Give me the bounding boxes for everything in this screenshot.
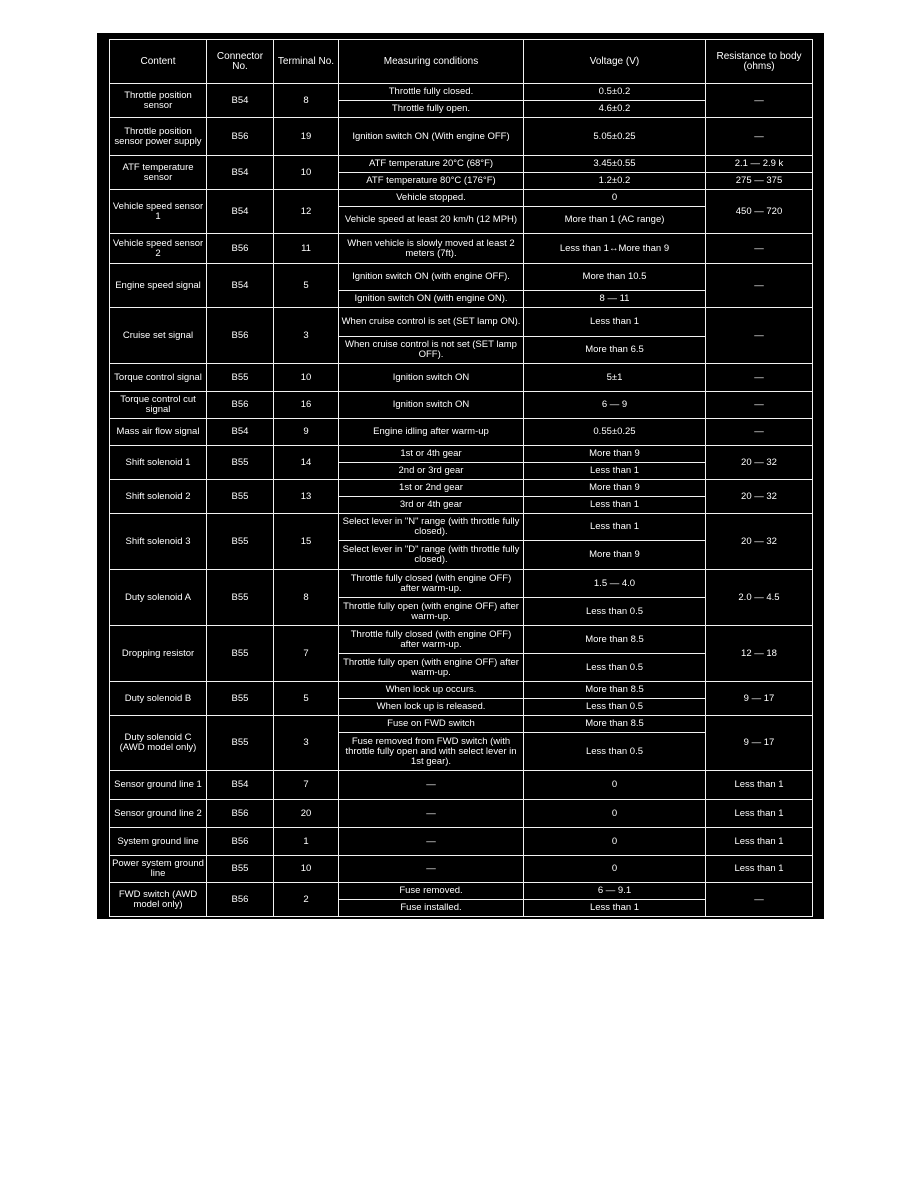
terminal-cell: 8 xyxy=(274,84,339,118)
voltage-cell: More than 9 xyxy=(524,446,706,463)
condition-cell: Fuse removed. xyxy=(339,883,524,900)
table-row xyxy=(110,156,813,173)
condition-cell: Select lever in "D" range (with throttle fully closed). xyxy=(339,541,524,570)
connector-cell: B56 xyxy=(207,118,274,156)
condition-cell: When cruise control is not set (SET lamp OFF). xyxy=(339,337,524,364)
header-voltage: Voltage (V) xyxy=(524,40,706,84)
content-cell: System ground line xyxy=(110,828,207,856)
terminal-cell: 20 xyxy=(274,800,339,828)
resistance-cell: Less than 1 xyxy=(706,771,813,800)
table-row xyxy=(110,856,813,883)
content-cell: Duty solenoid B xyxy=(110,682,207,716)
content-cell: Mass air flow signal xyxy=(110,419,207,446)
table-row xyxy=(110,716,813,733)
voltage-cell: 0 xyxy=(524,856,706,883)
resistance-cell: — xyxy=(706,364,813,392)
terminal-cell: 3 xyxy=(274,716,339,771)
condition-cell: When cruise control is set (SET lamp ON). xyxy=(339,308,524,337)
voltage-cell: Less than 1 xyxy=(524,463,706,480)
table-row xyxy=(110,771,813,800)
content-cell: Throttle position sensor xyxy=(110,84,207,118)
resistance-cell: — xyxy=(706,419,813,446)
inspection-table xyxy=(109,39,813,917)
resistance-cell: 450 — 720 xyxy=(706,190,813,234)
header-row xyxy=(110,40,813,84)
condition-cell: Vehicle speed at least 20 km/h (12 MPH) xyxy=(339,207,524,234)
resistance-cell: 20 — 32 xyxy=(706,446,813,480)
condition-cell: 2nd or 3rd gear xyxy=(339,463,524,480)
connector-cell: B54 xyxy=(207,771,274,800)
resistance-cell: 20 — 32 xyxy=(706,514,813,570)
content-cell: Cruise set signal xyxy=(110,308,207,364)
condition-cell: When lock up occurs. xyxy=(339,682,524,699)
connector-cell: B54 xyxy=(207,156,274,190)
condition-cell: 3rd or 4th gear xyxy=(339,497,524,514)
condition-cell: Ignition switch ON (with engine OFF). xyxy=(339,264,524,291)
condition-cell: — xyxy=(339,771,524,800)
resistance-cell: — xyxy=(706,883,813,917)
condition-cell: Ignition switch ON (With engine OFF) xyxy=(339,118,524,156)
voltage-cell: 6 — 9 xyxy=(524,392,706,419)
resistance-cell: Less than 1 xyxy=(706,856,813,883)
table-row xyxy=(110,480,813,497)
resistance-cell: Less than 1 xyxy=(706,828,813,856)
condition-cell: — xyxy=(339,828,524,856)
voltage-cell: 1.2±0.2 xyxy=(524,173,706,190)
voltage-cell: Less than 1↔More than 9 xyxy=(524,234,706,264)
voltage-cell: More than 8.5 xyxy=(524,626,706,654)
condition-cell: Throttle fully closed (with engine OFF) after warm-up. xyxy=(339,570,524,598)
content-cell: Vehicle speed sensor 2 xyxy=(110,234,207,264)
header-conditions: Measuring conditions xyxy=(339,40,524,84)
connector-cell: B54 xyxy=(207,264,274,308)
terminal-cell: 10 xyxy=(274,364,339,392)
voltage-cell: Less than 0.5 xyxy=(524,654,706,682)
voltage-cell: More than 8.5 xyxy=(524,682,706,699)
voltage-cell: More than 6.5 xyxy=(524,337,706,364)
content-cell: Torque control signal xyxy=(110,364,207,392)
resistance-cell: — xyxy=(706,264,813,308)
voltage-cell: 0.55±0.25 xyxy=(524,419,706,446)
condition-cell: When lock up is released. xyxy=(339,699,524,716)
content-cell: ATF temperature sensor xyxy=(110,156,207,190)
voltage-cell: 5.05±0.25 xyxy=(524,118,706,156)
condition-cell: — xyxy=(339,856,524,883)
terminal-cell: 12 xyxy=(274,190,339,234)
voltage-cell: 3.45±0.55 xyxy=(524,156,706,173)
condition-cell: Fuse removed from FWD switch (with throttle fully open and with select lever in 1st gear). xyxy=(339,733,524,771)
table-row xyxy=(110,446,813,463)
table-row xyxy=(110,626,813,654)
condition-cell: When vehicle is slowly moved at least 2 meters (7ft). xyxy=(339,234,524,264)
content-cell: Vehicle speed sensor 1 xyxy=(110,190,207,234)
condition-cell: Throttle fully closed. xyxy=(339,84,524,101)
resistance-cell: 12 — 18 xyxy=(706,626,813,682)
resistance-cell: 2.0 — 4.5 xyxy=(706,570,813,626)
table-row xyxy=(110,84,813,101)
terminal-cell: 11 xyxy=(274,234,339,264)
condition-cell: Throttle fully open. xyxy=(339,101,524,118)
condition-cell: Ignition switch ON xyxy=(339,364,524,392)
connector-cell: B55 xyxy=(207,570,274,626)
voltage-cell: Less than 1 xyxy=(524,514,706,541)
voltage-cell: Less than 0.5 xyxy=(524,733,706,771)
voltage-cell: More than 9 xyxy=(524,541,706,570)
connector-cell: B56 xyxy=(207,828,274,856)
voltage-cell: More than 8.5 xyxy=(524,716,706,733)
condition-cell: Vehicle stopped. xyxy=(339,190,524,207)
connector-cell: B56 xyxy=(207,392,274,419)
content-cell: FWD switch (AWD model only) xyxy=(110,883,207,917)
spec-sheet xyxy=(97,33,824,919)
table-row xyxy=(110,308,813,337)
condition-cell: Select lever in "N" range (with throttle fully closed). xyxy=(339,514,524,541)
voltage-cell: Less than 1 xyxy=(524,308,706,337)
terminal-cell: 15 xyxy=(274,514,339,570)
terminal-cell: 7 xyxy=(274,626,339,682)
connector-cell: B55 xyxy=(207,626,274,682)
resistance-cell: — xyxy=(706,234,813,264)
table-row xyxy=(110,800,813,828)
terminal-cell: 13 xyxy=(274,480,339,514)
table-row xyxy=(110,190,813,207)
voltage-cell: 6 — 9.1 xyxy=(524,883,706,900)
terminal-cell: 9 xyxy=(274,419,339,446)
connector-cell: B55 xyxy=(207,514,274,570)
table-row xyxy=(110,392,813,419)
connector-cell: B56 xyxy=(207,800,274,828)
terminal-cell: 8 xyxy=(274,570,339,626)
connector-cell: B55 xyxy=(207,716,274,771)
terminal-cell: 5 xyxy=(274,682,339,716)
content-cell: Engine speed signal xyxy=(110,264,207,308)
voltage-cell: Less than 0.5 xyxy=(524,699,706,716)
resistance-cell: 2.1 — 2.9 k xyxy=(706,156,813,173)
terminal-cell: 14 xyxy=(274,446,339,480)
condition-cell: Throttle fully open (with engine OFF) after warm-up. xyxy=(339,654,524,682)
resistance-cell: — xyxy=(706,392,813,419)
resistance-cell: 9 — 17 xyxy=(706,716,813,771)
condition-cell: Fuse installed. xyxy=(339,900,524,917)
connector-cell: B56 xyxy=(207,234,274,264)
connector-cell: B54 xyxy=(207,84,274,118)
terminal-cell: 3 xyxy=(274,308,339,364)
voltage-cell: Less than 1 xyxy=(524,900,706,917)
resistance-cell: 275 — 375 xyxy=(706,173,813,190)
table-row xyxy=(110,883,813,900)
header-resistance: Resistance to body (ohms) xyxy=(706,40,813,84)
voltage-cell: 0 xyxy=(524,828,706,856)
terminal-cell: 16 xyxy=(274,392,339,419)
voltage-cell: 0 xyxy=(524,771,706,800)
content-cell: Sensor ground line 2 xyxy=(110,800,207,828)
connector-cell: B54 xyxy=(207,190,274,234)
condition-cell: Throttle fully open (with engine OFF) after warm-up. xyxy=(339,598,524,626)
voltage-cell: 5±1 xyxy=(524,364,706,392)
condition-cell: Fuse on FWD switch xyxy=(339,716,524,733)
voltage-cell: Less than 1 xyxy=(524,497,706,514)
table-row xyxy=(110,828,813,856)
resistance-cell: — xyxy=(706,118,813,156)
connector-cell: B55 xyxy=(207,856,274,883)
terminal-cell: 1 xyxy=(274,828,339,856)
voltage-cell: 4.6±0.2 xyxy=(524,101,706,118)
resistance-cell: — xyxy=(706,84,813,118)
resistance-cell: Less than 1 xyxy=(706,800,813,828)
condition-cell: Engine idling after warm-up xyxy=(339,419,524,446)
voltage-cell: Less than 0.5 xyxy=(524,598,706,626)
condition-cell: Ignition switch ON (with engine ON). xyxy=(339,291,524,308)
terminal-cell: 10 xyxy=(274,856,339,883)
content-cell: Duty solenoid A xyxy=(110,570,207,626)
table-row xyxy=(110,234,813,264)
header-terminal: Terminal No. xyxy=(274,40,339,84)
voltage-cell: More than 9 xyxy=(524,480,706,497)
header-content: Content xyxy=(110,40,207,84)
content-cell: Shift solenoid 1 xyxy=(110,446,207,480)
voltage-cell: 0 xyxy=(524,800,706,828)
table-row xyxy=(110,570,813,598)
resistance-cell: 9 — 17 xyxy=(706,682,813,716)
condition-cell: ATF temperature 20°C (68°F) xyxy=(339,156,524,173)
connector-cell: B54 xyxy=(207,419,274,446)
voltage-cell: 0 xyxy=(524,190,706,207)
voltage-cell: 8 — 11 xyxy=(524,291,706,308)
voltage-cell: 0.5±0.2 xyxy=(524,84,706,101)
header-connector: Connector No. xyxy=(207,40,274,84)
condition-cell: Throttle fully closed (with engine OFF) after warm-up. xyxy=(339,626,524,654)
table-row xyxy=(110,419,813,446)
condition-cell: 1st or 4th gear xyxy=(339,446,524,463)
voltage-cell: 1.5 — 4.0 xyxy=(524,570,706,598)
condition-cell: Ignition switch ON xyxy=(339,392,524,419)
content-cell: Shift solenoid 3 xyxy=(110,514,207,570)
connector-cell: B55 xyxy=(207,480,274,514)
voltage-cell: More than 1 (AC range) xyxy=(524,207,706,234)
terminal-cell: 10 xyxy=(274,156,339,190)
terminal-cell: 7 xyxy=(274,771,339,800)
content-cell: Torque control cut signal xyxy=(110,392,207,419)
connector-cell: B56 xyxy=(207,883,274,917)
content-cell: Power system ground line xyxy=(110,856,207,883)
table-row xyxy=(110,264,813,291)
connector-cell: B55 xyxy=(207,364,274,392)
content-cell: Shift solenoid 2 xyxy=(110,480,207,514)
condition-cell: — xyxy=(339,800,524,828)
condition-cell: ATF temperature 80°C (176°F) xyxy=(339,173,524,190)
terminal-cell: 2 xyxy=(274,883,339,917)
voltage-cell: More than 10.5 xyxy=(524,264,706,291)
table-body xyxy=(110,84,813,917)
resistance-cell: 20 — 32 xyxy=(706,480,813,514)
terminal-cell: 19 xyxy=(274,118,339,156)
terminal-cell: 5 xyxy=(274,264,339,308)
content-cell: Throttle position sensor power supply xyxy=(110,118,207,156)
condition-cell: 1st or 2nd gear xyxy=(339,480,524,497)
content-cell: Duty solenoid C (AWD model only) xyxy=(110,716,207,771)
table-row xyxy=(110,682,813,699)
table-row xyxy=(110,514,813,541)
connector-cell: B55 xyxy=(207,446,274,480)
resistance-cell: — xyxy=(706,308,813,364)
table-row xyxy=(110,364,813,392)
connector-cell: B55 xyxy=(207,682,274,716)
table-row xyxy=(110,118,813,156)
connector-cell: B56 xyxy=(207,308,274,364)
content-cell: Sensor ground line 1 xyxy=(110,771,207,800)
content-cell: Dropping resistor xyxy=(110,626,207,682)
